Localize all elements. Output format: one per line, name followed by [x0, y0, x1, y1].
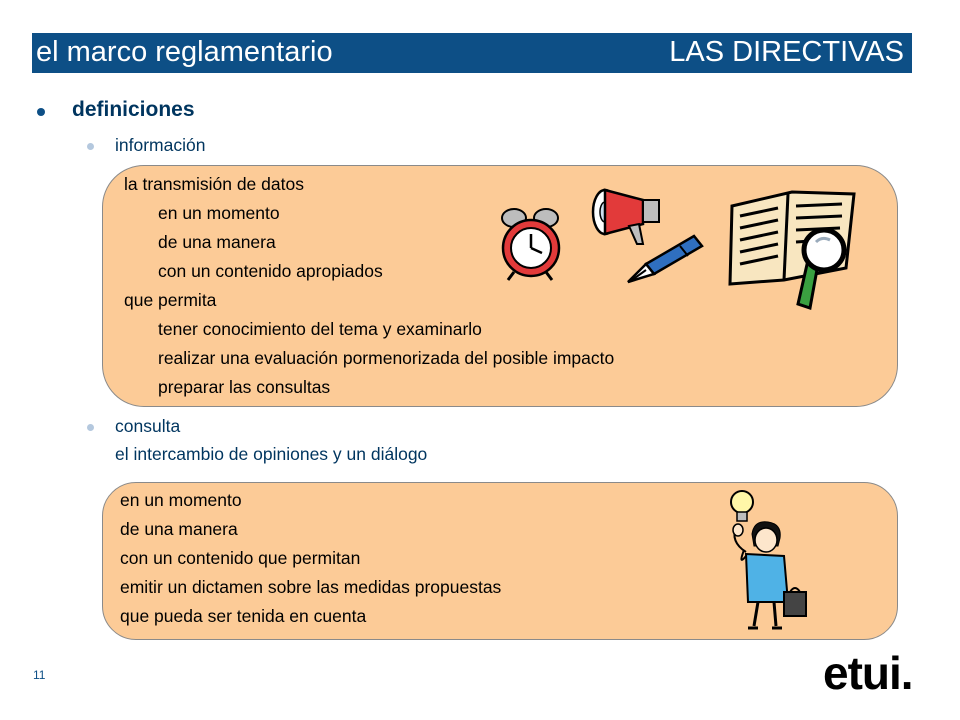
page-number: 11 — [33, 668, 46, 682]
woman-idea-icon — [724, 486, 810, 634]
box2-line: emitir un dictamen sobre las medidas propuestas — [120, 577, 502, 597]
pen-icon — [618, 228, 704, 284]
title-left: el marco reglamentario — [36, 36, 333, 68]
box2-line: de una manera — [120, 519, 238, 539]
box1-line: de una manera — [158, 232, 276, 252]
box2-line: en un momento — [120, 490, 242, 510]
box1-line: tener conocimiento del tema y examinarlo — [158, 319, 482, 339]
box1-line: preparar las consultas — [158, 377, 331, 397]
bullet-informacion — [87, 143, 94, 150]
title-right: LAS DIRECTIVAS — [669, 36, 904, 68]
book-magnifier-icon — [726, 184, 860, 312]
box1-line: realizar una evaluación pormenorizada del posible impacto — [158, 348, 615, 368]
box1-line: con un contenido apropiados — [158, 261, 383, 281]
box1-line: en un momento — [158, 203, 280, 223]
bullet-consulta — [87, 424, 94, 431]
box2-line: con un contenido que permitan — [120, 548, 361, 568]
box1-line: la transmisión de datos — [124, 174, 304, 194]
box1-line: que permita — [124, 290, 217, 310]
box2-line: que pueda ser tenida en cuenta — [120, 606, 367, 626]
bullet-level1 — [37, 108, 45, 116]
etui-logo: etui. — [823, 647, 913, 699]
item-informacion: información — [115, 135, 206, 155]
alarm-clock-icon — [498, 206, 564, 282]
title-bar — [32, 33, 912, 73]
item-consulta: consulta — [115, 416, 181, 436]
item-consulta-definition: el intercambio de opiniones y un diálogo — [115, 444, 428, 464]
heading-definiciones: definiciones — [72, 98, 195, 121]
